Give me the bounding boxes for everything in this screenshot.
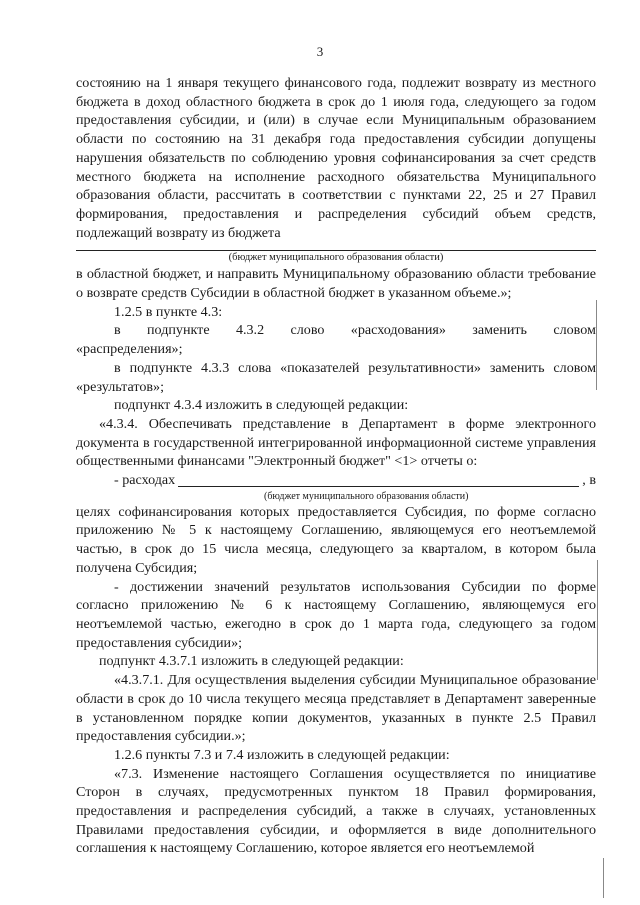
caption-budget-2: (бюджет муниципального образования области): [264, 490, 469, 502]
word: заменить: [472, 322, 527, 339]
page-number: 3: [316, 44, 324, 59]
scan-margin-mark: [603, 858, 604, 898]
word: 4.3.2: [235, 322, 265, 339]
paragraph-continuation: состоянию на 1 января текущего финансового года, подлежит возврату из местного бюджета в доход областного бюджета в срок до 1 июля года, следующего за годом предоставления субсидии, и (или) в случае если Муниципальным образованием области по состоянию на 31 декабря года предоставления субсидии допущены нарушения обязательств по соблюдению уровня софинансирования за счет средств местного бюджета на исполнение расходного обязательства Муниципального образования области, рассчитать в соответствии с пунктами 22, 25 и 27 Правил формирования, предоставления и распределения субсидий объем средств, подлежащий возврату из бюджета: [76, 75, 596, 241]
word: «расходования»: [350, 322, 446, 339]
paragraph-4-3-2: [76, 321, 596, 340]
paragraph-regional-budget: в областной бюджет, и направить Муниципальному образованию области требование о возврате средств Субсидии в областной бюджет в указанном объеме.»;: [76, 266, 596, 302]
paragraph-4-3-7-1: «4.3.7.1. Для осуществления выделения субсидии Муниципальное образование области в срок до 10 числа текущего месяца представляет в Департамент заверенные в установленном порядке копии документов, указанных в пункте 2.5 Правил предоставления субсидии.»;: [76, 672, 596, 745]
expenses-suffix: , в: [582, 472, 596, 489]
expenses-label: - расходах: [114, 472, 176, 489]
word: словом: [553, 322, 596, 339]
word: в: [114, 322, 121, 339]
document-body: [76, 74, 596, 858]
blank-line-expenses: [178, 486, 579, 487]
paragraph-cofinancing: целях софинансирования которых предоставляется Субсидия, по форме согласно приложению № 5 к настоящему Соглашению, являющемуся его неотъемлемой частью, в срок до 15 числа месяца, следующего за кварталом, в котором была получена Субсидия;: [76, 503, 596, 576]
paragraph-4-3-4: «4.3.4. Обеспечивать представление в Департамент в форме электронного документа в государственной интегрированной информационной системе управления общественными финансами "Электронный бюджет" <1> отчеты о:: [76, 415, 596, 470]
paragraph-4-3-7-1-intro: подпункт 4.3.7.1 изложить в следующей редакции:: [99, 653, 404, 670]
paragraph-1-2-5: 1.2.5 в пункте 4.3:: [114, 303, 223, 320]
paragraph-4-3-4-intro: подпункт 4.3.4 изложить в следующей редакции:: [114, 397, 409, 414]
caption-budget: (бюджет муниципального образования области): [228, 252, 444, 264]
paragraph-raspredeleniya: «распределения»;: [76, 341, 183, 358]
paragraph-1-2-6: 1.2.6 пункты 7.3 и 7.4 изложить в следующей редакции:: [114, 746, 450, 763]
scan-margin-mark: [597, 560, 598, 680]
paragraph-4-3-3: в подпункте 4.3.3 слова «показателей результативности» заменить словом «результатов»;: [76, 359, 596, 395]
word: слово: [290, 322, 325, 339]
scan-margin-mark: [596, 300, 597, 390]
paragraph-expenses-line: [76, 471, 596, 490]
paragraph-results: - достижении значений результатов использования Субсидии по форме согласно приложению № 6 к настоящему Соглашению, являющемуся его неотъемлемой частью, ежегодно в срок до 1 марта года, следующего за годом предоставления субсидии»;: [76, 578, 596, 651]
blank-line-budget: [76, 242, 596, 251]
paragraph-7-3: «7.3. Изменение настоящего Соглашения осуществляется по инициативе Сторон в случаях, предусмотренных пунктом 18 Правил формирования, предоставления и распределения субсидий, а также в случаях, установленных Правилами предоставления субсидии, и оформляется в виде дополнительного соглашения к настоящему Соглашению, которое является его неотъемлемой: [76, 765, 596, 857]
word: подпункте: [147, 322, 210, 339]
